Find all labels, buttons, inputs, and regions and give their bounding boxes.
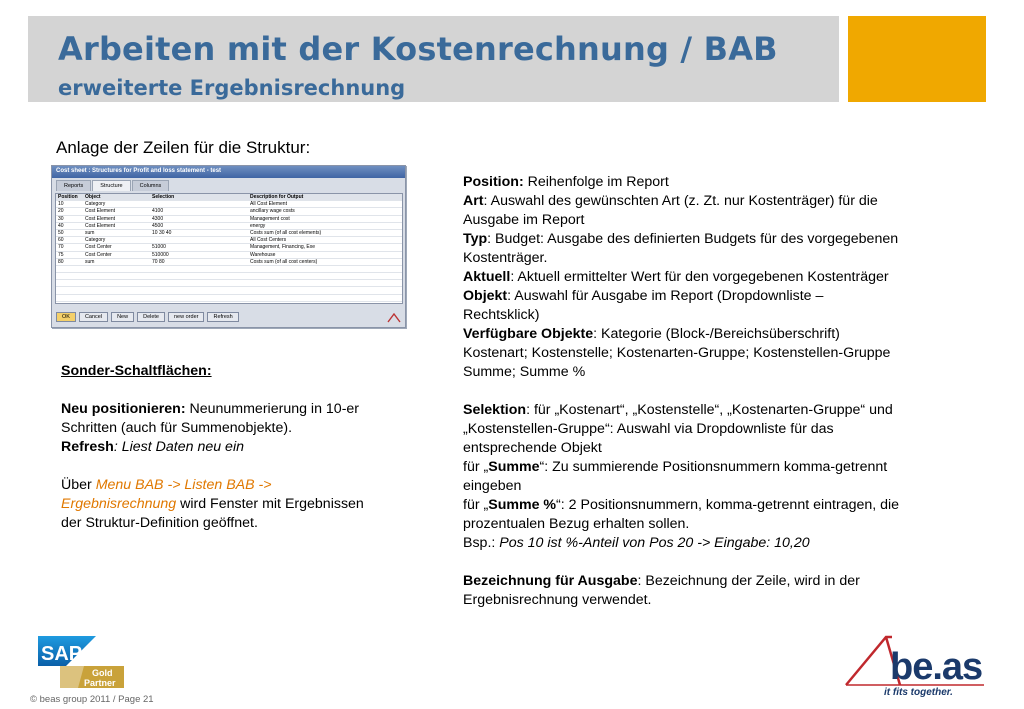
col-header-selection: Selection [152,194,175,200]
page-title: Arbeiten mit der Kostenrechnung / BAB [58,30,778,68]
table-cell [248,287,398,293]
table-cell: All Cost Element [250,201,287,208]
verf-text-3: Summe; Summe % [463,364,586,380]
table-cell [150,201,248,207]
grid-body [56,201,402,302]
table-cell: 70 [58,244,64,251]
bez-text: : Bezeichnung der Zeile, wird in der [637,573,860,589]
beas-mini-logo-icon [387,313,401,323]
table-cell [83,287,150,293]
col-header-position: Position [58,194,78,200]
structure-grid [55,193,403,304]
art-label: Art [463,193,484,209]
aktuell-label: Aktuell [463,269,511,285]
table-cell: Costs sum (of all cost centers) [250,258,318,265]
table-cell [56,295,83,301]
table-row[interactable] [56,273,402,280]
special-buttons-title: Sonder-Schaltflächen: [61,363,212,379]
table-cell [248,295,398,301]
table-cell: 510000 [152,251,169,258]
footer-copyright: © beas group 2011 / Page 21 [30,694,154,705]
beas-logo-icon [844,633,990,697]
sel-text-3: entsprechende Objekt [463,440,602,456]
table-row[interactable] [56,280,402,287]
beas-logo-text: be.as [890,646,983,688]
table-cell: ancillary wage costs [250,208,295,215]
table-cell: Category [85,237,106,244]
page-subtitle: erweiterte Ergebnisrechnung [58,76,406,100]
typ-text-cont: Kostenträger. [463,250,548,266]
verf-label: Verfügbare Objekte [463,326,594,342]
col-header-object: Object [85,194,101,200]
summep-label: Summe % [488,497,557,513]
table-row[interactable] [56,201,402,208]
neu-text: Neunummerierung in 10-er [185,401,360,417]
objekt-text-cont: Rechtsklick) [463,307,540,323]
table-cell: Cost Center [85,251,112,258]
table-cell [150,287,248,293]
sap-window-title: Cost sheet : Structures for Profit and loss statement - test [52,166,405,178]
sel-label: Selektion [463,402,527,418]
table-cell [150,295,248,301]
table-cell [150,237,248,243]
neu-label: Neu positionieren: [61,401,186,417]
aktuell-text: : Aktuell ermittelter Wert für den vorgegebenen Kostenträger [510,269,889,285]
tab-structure[interactable]: Structure [92,180,130,191]
sel-text: : für „Kostenart“, „Kostenstelle“, „Kostenarten-Gruppe“ und [526,402,893,418]
summep-text: “: 2 Positionsnummern, komma-getrennt eintragen, die [556,497,900,513]
table-cell [83,273,150,279]
table-cell: 20 [58,208,64,215]
typ-label: Typ [463,231,488,247]
bez-label: Bezeichnung für Ausgabe [463,573,638,589]
title-bar [28,16,839,102]
table-cell: All Cost Centers [250,237,287,244]
bez-text-2: Ergebnisrechnung verwendet. [463,592,652,608]
table-cell [248,266,398,272]
table-cell [83,295,150,301]
tab-columns[interactable]: Columns [132,180,170,191]
sap-window-screenshot [51,165,406,328]
table-cell: 10 [58,201,64,208]
summe-prefix: für „ [463,459,489,475]
art-text-cont: Ausgabe im Report [463,212,585,228]
table-row[interactable] [56,223,402,230]
col-header-description: Description for Output [250,194,304,200]
objekt-label: Objekt [463,288,508,304]
table-cell: Cost Element [85,215,116,222]
summep-text-2: prozentualen Bezug erhalten sollen. [463,516,690,532]
table-cell: Management cost [250,215,290,222]
ok-button[interactable]: OK [56,312,76,322]
tab-reports[interactable]: Reports [56,180,91,191]
table-cell [248,280,398,286]
table-cell [83,280,150,286]
beas-tagline: it fits together. [884,687,953,697]
refresh-label: Refresh [61,439,114,455]
art-text: : Auswahl des gewünschten Art (z. Zt. nur Kostenträger) für die [483,193,878,209]
refresh-text: : Liest Daten neu ein [113,439,244,455]
table-cell: 4100 [152,208,164,215]
table-row[interactable] [56,252,402,259]
table-cell [150,266,248,272]
bsp-text: Pos 10 ist %-Anteil von Pos 20 -> Eingabe: 10,20 [499,535,810,551]
table-cell: 10 30 40 [152,229,172,236]
menu-path: Menu BAB -> Listen BAB -> [95,477,272,493]
neu-text-cont: Schritten (auch für Summenobjekte). [61,420,293,436]
section-heading: Anlage der Zeilen für die Struktur: [56,138,311,157]
table-row[interactable] [56,266,402,273]
table-row[interactable] [56,244,402,251]
bsp-label: Bsp.: [463,535,500,551]
summe-text: “: Zu summierende Positionsnummern komma-getrennt [539,459,888,475]
sel-text-2: „Kostenstellen-Gruppe“: Auswahl via Dropdownliste für das [463,421,834,437]
table-cell: Costs sum (of all cost elements) [250,229,322,236]
table-cell: 70 80 [152,258,165,265]
menu-prefix: Über [61,477,96,493]
grid-header-row [56,194,402,201]
table-cell: 50 [58,229,64,236]
sap-button-bar [56,312,239,322]
table-cell: sum [85,258,95,265]
menu-text: wird Fenster mit Ergebnissen [176,496,364,512]
table-cell [56,266,83,272]
menu-text-cont: der Struktur-Definition geöffnet. [61,515,258,531]
table-row[interactable] [56,208,402,215]
table-row[interactable] [56,259,402,266]
table-cell: 51000 [152,244,166,251]
sap-tabs [52,180,405,191]
table-cell: 4500 [152,222,164,229]
table-cell [150,280,248,286]
gold-text: Gold [92,668,113,678]
objekt-text: : Auswahl für Ausgabe im Report (Dropdownliste – [507,288,824,304]
table-cell: Management, Financing, Exe [250,244,316,251]
table-row[interactable] [56,287,402,294]
table-row[interactable] [56,295,402,302]
table-cell [150,273,248,279]
menu-path-cont: Ergebnisrechnung [61,496,177,512]
summe-label: Summe [488,459,540,475]
right-column [463,173,963,610]
table-cell: 40 [58,222,64,229]
sap-gold-partner-logo-icon [38,636,124,688]
accent-box [848,16,986,102]
table-cell: energy [250,222,266,229]
table-cell [83,266,150,272]
sap-logo-text: SAP [41,643,83,665]
table-cell [56,273,83,279]
summep-prefix: für „ [463,497,489,513]
table-row[interactable] [56,230,402,237]
table-cell: 4300 [152,215,164,222]
table-cell: 60 [58,237,64,244]
table-cell: Cost Element [85,208,116,215]
table-cell [248,273,398,279]
table-cell: Cost Center [85,244,112,251]
verf-text: : Kategorie (Block-/Bereichsüberschrift) [593,326,840,342]
delete-button[interactable]: Delete [137,312,165,322]
table-cell: Cost Element [85,222,116,229]
partner-text: Partner [84,678,116,688]
typ-text: : Budget: Ausgabe des definierten Budgets für des vorgegebenen [487,231,899,247]
verf-text-2: Kostenart; Kostenstelle; Kostenarten-Gruppe; Kostenstellen-Gruppe [463,345,891,361]
new-button[interactable]: New [111,312,134,322]
table-cell: Category [85,201,106,208]
table-cell [56,287,83,293]
table-cell: 75 [58,251,64,258]
table-row[interactable] [56,216,402,223]
left-column [61,362,406,533]
table-cell: 30 [58,215,64,222]
position-text: Reihenfolge im Report [523,174,669,190]
position-label: Position: [463,174,524,190]
table-row[interactable] [56,237,402,244]
refresh-button[interactable]: Refresh [207,312,238,322]
cancel-button[interactable]: Cancel [79,312,108,322]
table-cell [56,280,83,286]
new-order-button[interactable]: new order [168,312,204,322]
table-cell: sum [85,229,95,236]
table-cell: 80 [58,258,64,265]
summe-text-2: eingeben [463,478,522,494]
table-cell: Warehouse [250,251,276,258]
